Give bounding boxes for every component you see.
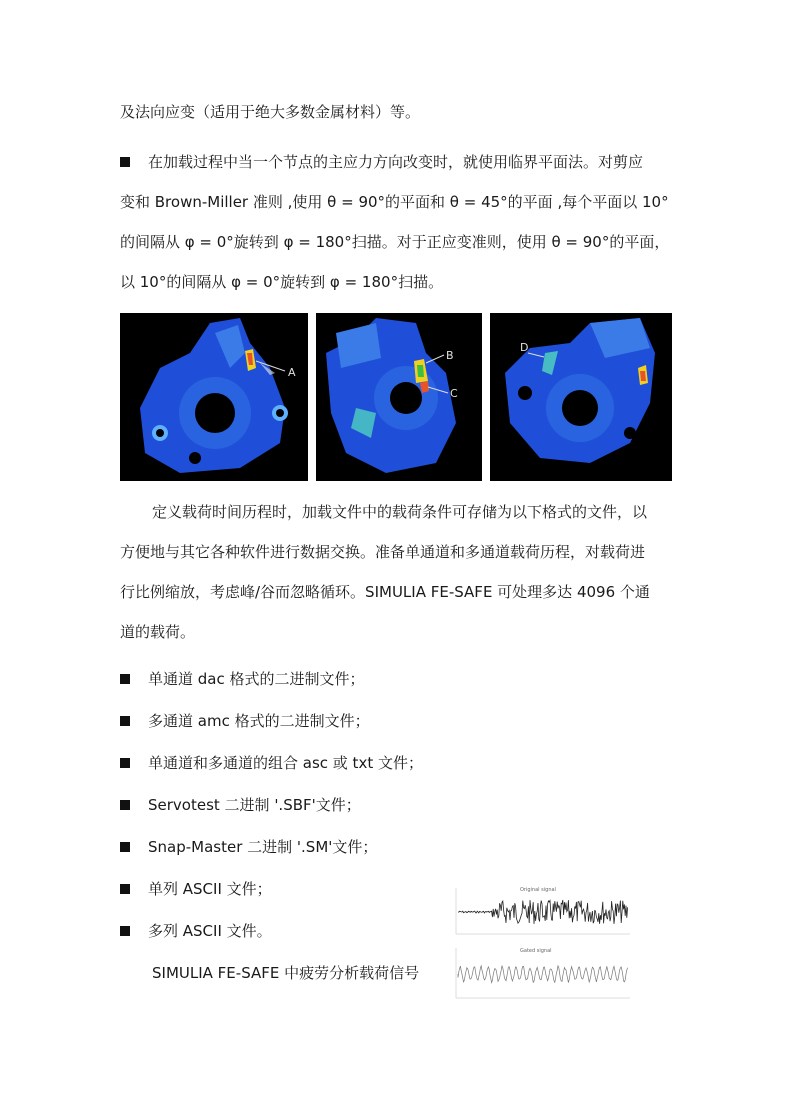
format-item: 多通道 amc 格式的二进制文件； [148,712,370,730]
format-item: 多列 ASCII 文件。 [148,922,272,940]
fea-image-c [490,313,672,481]
label-c: C [450,387,458,400]
figure-caption: SIMULIA FE-SAFE 中疲劳分析载荷信号 [152,964,420,982]
bullet-square-icon [120,842,130,852]
bullet-square-icon [120,926,130,936]
load-signal-figure [448,882,634,1004]
paragraph-line: 定义载荷时间历程时，加载文件中的载荷条件可存储为以下格式的文件，以 [152,503,648,521]
bullet-square-icon [120,674,130,684]
format-item: 单列 ASCII 文件； [148,880,272,898]
signal-title-bottom: Gated signal [520,948,552,954]
paragraph-line: 及法向应变（适用于绝大多数金属材料）等。 [120,103,421,121]
fea-image-a [120,313,308,481]
label-d: D [520,341,529,354]
label-a: A [288,366,296,379]
label-b: B [446,349,454,362]
paragraph-line: 变和 Brown-Miller 准则 ,使用 θ = 90°的平面和 θ = 45°的平面 ,每个平面以 10° [120,193,669,211]
signal-title-top: Original signal [520,887,556,893]
format-item: 单通道和多通道的组合 asc 或 txt 文件； [148,754,423,772]
format-item: Servotest 二进制 '.SBF'文件； [148,796,361,814]
paragraph-line: 的间隔从 φ = 0°旋转到 φ = 180°扫描。对于正应变准则，使用 θ = 90°的平面， [120,233,670,251]
bullet-square-icon [120,716,130,726]
bullet-square-icon [120,884,130,894]
paragraph-line: 道的载荷。 [120,623,196,641]
fea-image-b [316,313,482,481]
bullet-square-icon [120,157,130,167]
bullet-square-icon [120,758,130,768]
format-item: 单通道 dac 格式的二进制文件； [148,670,365,688]
paragraph-line: 方便地与其它各种软件进行数据交换。准备单通道和多通道载荷历程，对载荷进 [120,543,646,561]
bullet-square-icon [120,800,130,810]
format-item: Snap-Master 二进制 '.SM'文件； [148,838,378,856]
paragraph-line: 行比例缩放，考虑峰/谷而忽略循环。SIMULIA FE-SAFE 可处理多达 4096 个通 [120,583,650,601]
paragraph-line: 以 10°的间隔从 φ = 0°旋转到 φ = 180°扫描。 [120,273,444,291]
bullet-text: 在加载过程中当一个节点的主应力方向改变时，就使用临界平面法。对剪应 [148,153,644,171]
